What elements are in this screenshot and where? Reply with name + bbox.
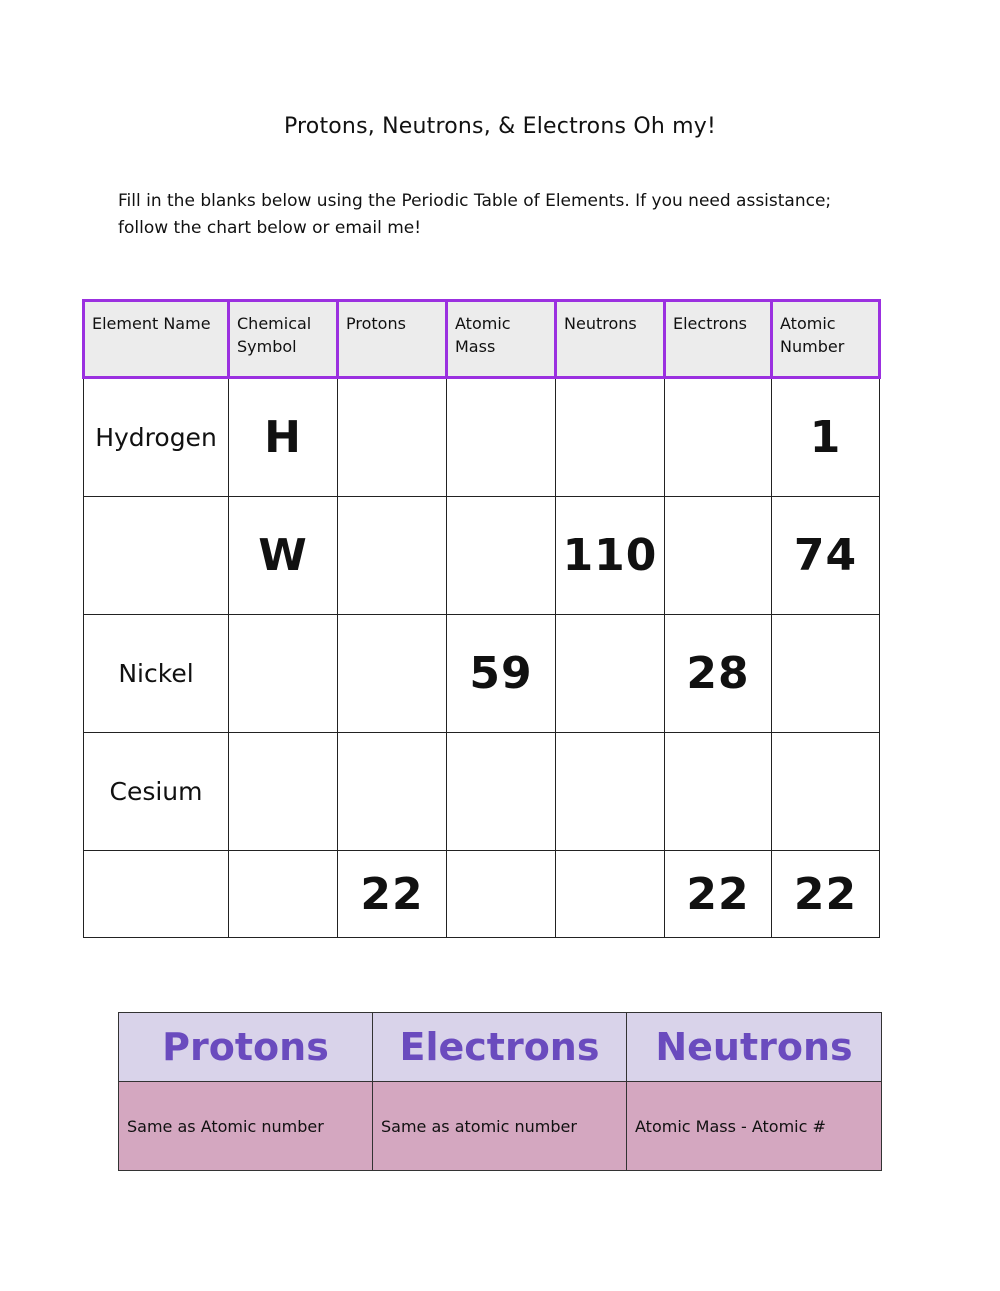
header-chemical-symbol: Chemical Symbol (229, 301, 338, 378)
legend-value-row (119, 1082, 882, 1171)
cell-protons: 22 (338, 851, 447, 938)
header-atomic-mass: Atomic Mass (447, 301, 556, 378)
cell-chemical-symbol (229, 733, 338, 851)
header-atomic-number: Atomic Number (772, 301, 880, 378)
cell-atomic-mass (447, 851, 556, 938)
legend-value-protons: Same as Atomic number (119, 1082, 373, 1171)
legend-header-row (119, 1013, 882, 1082)
legend-header-neutrons: Neutrons (627, 1013, 882, 1082)
cell-element-name: Hydrogen (84, 378, 229, 497)
cell-electrons (665, 378, 772, 497)
cell-neutrons (556, 851, 665, 938)
cell-neutrons (556, 733, 665, 851)
cell-protons (338, 733, 447, 851)
cell-protons (338, 497, 447, 615)
cell-atomic-number: 22 (772, 851, 880, 938)
cell-chemical-symbol (229, 615, 338, 733)
table-row (84, 378, 880, 497)
element-worksheet-table (82, 299, 881, 938)
cell-element-name (84, 497, 229, 615)
cell-protons (338, 615, 447, 733)
page-title: Protons, Neutrons, & Electrons Oh my! (283, 114, 717, 139)
cell-atomic-number (772, 733, 880, 851)
cell-electrons: 22 (665, 851, 772, 938)
cell-element-name (84, 851, 229, 938)
cell-chemical-symbol (229, 851, 338, 938)
cell-electrons: 28 (665, 615, 772, 733)
legend-header-electrons: Electrons (373, 1013, 627, 1082)
cell-atomic-mass (447, 378, 556, 497)
legend-header-protons: Protons (119, 1013, 373, 1082)
cell-element-name: Cesium (84, 733, 229, 851)
cell-chemical-symbol: W (229, 497, 338, 615)
table-header-row (84, 301, 880, 378)
header-element-name: Element Name (84, 301, 229, 378)
cell-neutrons (556, 615, 665, 733)
helper-legend-table (118, 1012, 882, 1171)
header-electrons: Electrons (665, 301, 772, 378)
cell-chemical-symbol: H (229, 378, 338, 497)
cell-atomic-number: 74 (772, 497, 880, 615)
cell-atomic-mass (447, 497, 556, 615)
instructions: Fill in the blanks below using the Periodic Table of Elements. If you need assistance; follow the chart below or email me! (118, 191, 832, 238)
cell-neutrons (556, 378, 665, 497)
cell-atomic-mass (447, 733, 556, 851)
table-row (84, 497, 880, 615)
cell-electrons (665, 497, 772, 615)
header-neutrons: Neutrons (556, 301, 665, 378)
cell-protons (338, 378, 447, 497)
header-protons: Protons (338, 301, 447, 378)
table-row (84, 851, 880, 938)
legend-value-electrons: Same as atomic number (373, 1082, 627, 1171)
cell-atomic-number: 1 (772, 378, 880, 497)
cell-atomic-number (772, 615, 880, 733)
cell-atomic-mass: 59 (447, 615, 556, 733)
legend-value-neutrons: Atomic Mass - Atomic # (627, 1082, 882, 1171)
cell-neutrons: 110 (556, 497, 665, 615)
table-row (84, 733, 880, 851)
cell-element-name: Nickel (84, 615, 229, 733)
table-row (84, 615, 880, 733)
cell-electrons (665, 733, 772, 851)
